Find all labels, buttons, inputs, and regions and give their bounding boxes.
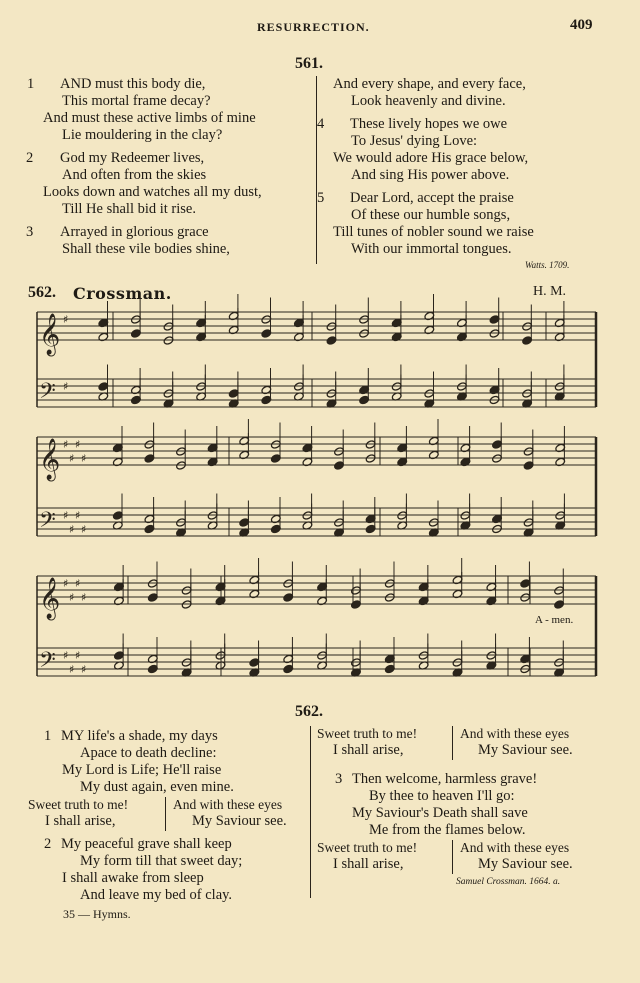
clef-glyph: ♯ xyxy=(63,577,69,590)
refrain-line: And with these eyes xyxy=(460,840,570,855)
verse-line: MY life's a shade, my days xyxy=(61,728,218,744)
refrain-divider xyxy=(452,840,453,874)
amen-lyric: A - men. xyxy=(535,614,574,626)
verse-number: 4 xyxy=(317,116,325,132)
hymn-561-number: 561. xyxy=(295,55,323,72)
refrain-line: Sweet truth to me! xyxy=(317,840,418,855)
verse-line: Till He shall bid it rise. xyxy=(62,201,196,217)
clef-glyph: ♯ xyxy=(75,509,81,522)
refrain-line: I shall arise, xyxy=(333,742,404,758)
signature-mark: 35 — Hymns. xyxy=(63,907,131,921)
page-number: 409 xyxy=(570,17,593,33)
verse-number: 2 xyxy=(44,836,52,852)
verse-line: AND must this body die, xyxy=(60,76,206,92)
verse-number: 5 xyxy=(317,190,325,206)
verse-line: Dear Lord, accept the praise xyxy=(350,190,514,206)
clef-glyph: 𝄢 xyxy=(39,648,56,678)
verse-line: And often from the skies xyxy=(62,167,207,183)
verse-line: My peaceful grave shall keep xyxy=(61,836,232,852)
verse-number: 3 xyxy=(335,771,343,787)
tune-name: Crossman. xyxy=(73,284,172,303)
clef-glyph: ♯ xyxy=(75,649,81,662)
verse-line: To Jesus' dying Love: xyxy=(351,133,478,149)
clef-glyph: ♯ xyxy=(69,452,75,465)
verse-line: Arrayed in glorious grace xyxy=(60,224,209,240)
clef-glyph: 𝄢 xyxy=(39,379,56,409)
clef-glyph: 𝄞 xyxy=(39,314,61,355)
refrain-line: And with these eyes xyxy=(173,797,283,812)
running-head: RESURRECTION. xyxy=(257,20,370,34)
verse-number: 2 xyxy=(26,150,34,166)
clef-glyph: ♯ xyxy=(81,663,87,676)
verse-line: Lie mouldering in the clay? xyxy=(62,127,223,143)
verse-line: My dust again, even mine. xyxy=(80,779,234,795)
verse-number: 3 xyxy=(26,224,34,240)
refrain-line: My Saviour see. xyxy=(192,813,287,829)
clef-glyph: ♯ xyxy=(75,438,81,451)
verse-line: And must these active limbs of mine xyxy=(43,110,256,126)
verse-line: My form till that sweet day; xyxy=(80,853,243,869)
author-credit: Watts. 1709. xyxy=(525,260,570,270)
refrain-line: My Saviour see. xyxy=(478,856,573,872)
verse-line: Apace to death decline: xyxy=(80,745,217,761)
verse-line: These lively hopes we owe xyxy=(350,116,508,132)
author-credit: Samuel Crossman. 1664. a. xyxy=(456,877,561,887)
clef-glyph: 𝄢 xyxy=(39,508,56,538)
verse-line: And leave my bed of clay. xyxy=(80,887,233,903)
tune-meter: H. M. xyxy=(533,284,567,299)
refrain-line: I shall arise, xyxy=(333,856,404,872)
clef-glyph: ♯ xyxy=(63,313,69,326)
clef-glyph: ♯ xyxy=(81,452,87,465)
verse-line: With our immortal tongues. xyxy=(351,241,512,257)
hymn-562-number: 562. xyxy=(295,703,323,720)
verse-line: Till tunes of nobler sound we raise xyxy=(333,224,534,240)
verse-line: This mortal frame decay? xyxy=(62,93,211,109)
verse-line: And every shape, and every face, xyxy=(333,76,526,92)
clef-glyph: ♯ xyxy=(69,591,75,604)
clef-glyph: ♯ xyxy=(69,523,75,536)
clef-glyph: ♯ xyxy=(63,509,69,522)
verse-line: Look heavenly and divine. xyxy=(351,93,506,109)
clef-glyph: ♯ xyxy=(75,577,81,590)
refrain-line: Sweet truth to me! xyxy=(28,797,129,812)
column-rule xyxy=(310,726,311,898)
verse-line: God my Redeemer lives, xyxy=(60,150,205,166)
refrain-line: Sweet truth to me! xyxy=(317,726,418,741)
verse-number: 1 xyxy=(27,76,35,92)
verse-line: Looks down and watches all my dust, xyxy=(43,184,262,200)
refrain-line: And with these eyes xyxy=(460,726,570,741)
verse-line: Shall these vile bodies shine, xyxy=(62,241,230,257)
refrain-line: My Saviour see. xyxy=(478,742,573,758)
verse-line: Then welcome, harmless grave! xyxy=(352,771,538,787)
clef-glyph: ♯ xyxy=(63,649,69,662)
verse-line: Of these our humble songs, xyxy=(351,207,511,223)
clef-glyph: 𝄞 xyxy=(39,439,61,480)
verse-line: We would adore His grace below, xyxy=(333,150,529,166)
verse-line: I shall awake from sleep xyxy=(62,870,204,886)
verse-line: My Saviour's Death shall save xyxy=(352,805,528,821)
clef-glyph: ♯ xyxy=(81,523,87,536)
clef-glyph: ♯ xyxy=(81,591,87,604)
clef-glyph: ♯ xyxy=(63,438,69,451)
verse-number: 1 xyxy=(44,728,52,744)
verse-line: And sing His power above. xyxy=(351,167,510,183)
refrain-divider xyxy=(165,797,166,831)
clef-glyph: 𝄞 xyxy=(39,578,61,619)
tune-number: 562. xyxy=(28,284,56,301)
refrain-divider xyxy=(452,726,453,760)
clef-glyph: ♯ xyxy=(63,380,69,393)
verse-line: Me from the flames below. xyxy=(369,822,526,838)
verse-line: My Lord is Life; He'll raise xyxy=(62,762,222,778)
clef-glyph: ♯ xyxy=(69,663,75,676)
refrain-line: I shall arise, xyxy=(45,813,116,829)
verse-line: By thee to heaven I'll go: xyxy=(369,788,515,804)
